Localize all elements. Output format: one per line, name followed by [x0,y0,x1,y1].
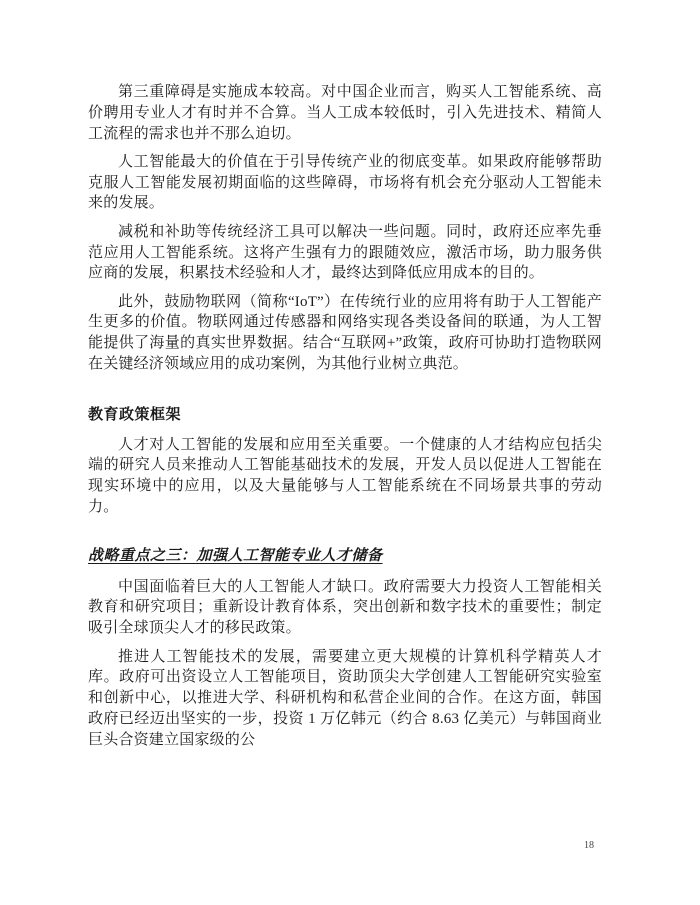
paragraph-iot: 此外，鼓励物联网（简称“IoT”）在传统行业的应用将有助于人工智能产生更多的价值。物联网通过传感器和网络实现各类设备间的联通，为人工智能提供了海量的真实世界数据。结合“互联网+”政策，政府可协助打造物联网在关键经济领域应用的成功案例，为其他行业树立典范。 [88,293,602,373]
paragraph-implementation-cost: 第三重障碍是实施成本较高。对中国企业而言，购买人工智能系统、高价聘用专业人才有时并不合算。当人工成本较低时，引入先进技术、精简人工流程的需求也并不那么迫切。 [88,84,602,142]
paragraph-talent-gap: 中国面临着巨大的人工智能人才缺口。政府需要大力投资人工智能相关教育和研究项目；重新设计教育体系，突出创新和数字技术的重要性；制定吸引全球顶尖人才的移民政策。 [88,578,602,637]
paragraph-tax-subsidy: 减税和补助等传统经济工具可以解决一些问题。同时，政府还应率先垂范应用人工智能系统。这将产生强有力的跟随效应，激活市场，助力服务供应商的发展，积累技术经验和人才，最终达到降低应用成本的目的。 [88,223,602,282]
paragraph-talent-structure: 人才对人工智能的发展和应用至关重要。一个健康的人才结构应包括尖端的研究人员来推动人工智能基础技术的发展，开发人员以促进人工智能在现实环境中的应用，以及大量能够与人工智能系统在不同场景共事的劳动力。 [88,436,602,516]
paragraph-cs-elite: 推进人工智能技术的发展，需要建立更大规模的计算机科学精英人才库。政府可出资设立人工智能项目，资助顶尖大学创建人工智能研究实验室和创新中心，以推进大学、科研机构和私营企业间的合作。在这方面，韩国政府已经迈出坚实的一步，投资 1 万亿韩元（约合 8.63 亿美元）与韩国商业巨头合资建立国家级的公 [88,648,602,748]
section-heading-education-policy: 教育政策框架 [88,406,182,423]
page-content [88,82,602,758]
strategy-heading-talent-reserve: 战略重点之三：加强人工智能专业人才储备 [88,547,383,564]
paragraph-ai-value: 人工智能最大的价值在于引导传统产业的彻底变革。如果政府能够帮助克服人工智能发展初期面临的这些障碍，市场将有机会充分驱动人工智能未来的发展。 [88,153,602,212]
page-number: 18 [584,840,594,851]
